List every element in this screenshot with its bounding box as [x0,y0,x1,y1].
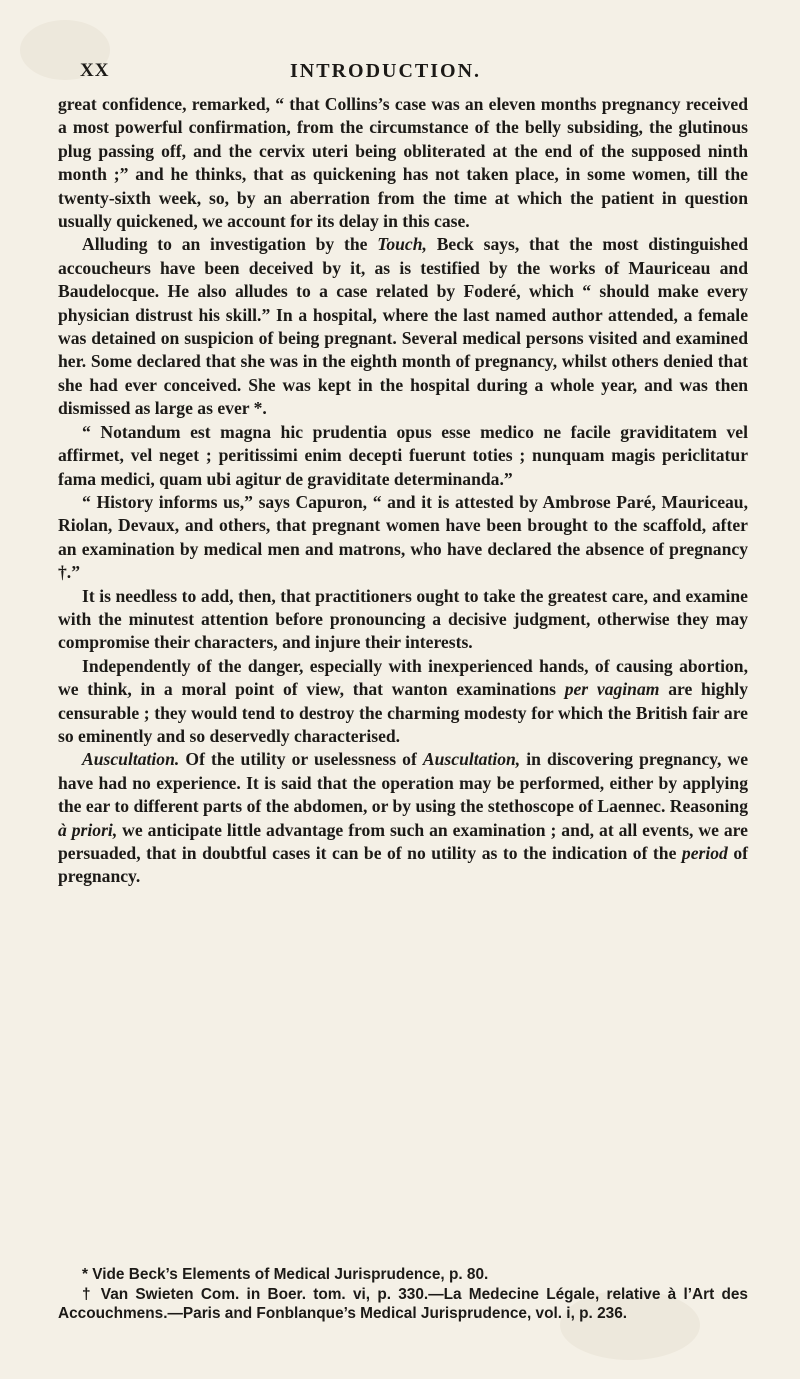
paragraph [58,233,748,420]
paragraph [58,585,748,655]
paragraph-text: in discovering pregnancy, we have had no experience. It is said that the operation may be performed, either by applying the ear to different parts of the abdomen, or by using the stethoscope of Laennec. Reasoning [58,749,749,817]
footnotes [58,1265,748,1324]
italic-text: Auscultation. [82,749,180,770]
paragraph-text: “ History informs us,” says Capuron, “ and it is attested by Ambrose Paré, Mauriceau, Riolan, Devaux, and others, that pregnant women have been brought to the scaffold, after an examination by medical men and matrons, who have declared the absence of pregnancy †.” [58,491,748,583]
italic-text: Touch, [377,234,427,255]
paragraph [58,93,748,233]
paragraph-text: Independently of the danger, especially with inexperienced hands, of causing abortion, we think, in a moral point of view, that wanton examinations [58,655,748,700]
paragraph-text: are highly censurable ; they would tend to destroy the charming modesty for which the British fair are so eminently and so deservedly characterised. [58,679,748,746]
italic-text: period [681,843,728,863]
body-text [58,93,748,889]
page-number: XX [80,60,110,81]
italic-text: Auscultation, [422,749,521,770]
paragraph [58,655,748,749]
footnote: † Van Swieten Com. in Boer. tom. vi, p. 330.—La Medecine Légale, relative à l’Art des Accouchmens.—Paris and Fonblanque’s Medical Jurisprudence, vol. i, p. 236. [58,1285,748,1323]
paragraph-text: great confidence, remarked, “ that Collins’s case was an eleven months pregnancy received a most powerful confirmation, from the circumstance of the belly subsiding, the glutinous plug passing off, and the cervix uteri being obliterated at the end of the supposed ninth month ;” and he thinks, that as quickening has not taken place, in some women, till the twenty-sixth week, so, by an aberration from the time at which the patient in question usually quickened, we account for its delay in this case. [58,94,748,232]
paragraph [58,491,748,585]
paragraph-text: we anticipate little advantage from such an examination ; and, at all events, we are persuaded, that in doubtful cases it can be of no utility as to the indication of the [58,819,748,863]
paragraph-text: “ Notandum est magna hic prudentia opus esse medico ne facile graviditatem vel affirmet, vel neget ; peritissimi enim decepti fuerunt toties ; nunquam magis periclitatur fama medici, quam ubi agitur de graviditate determinanda.” [58,421,748,489]
paragraph-text: of pregnancy. [58,843,749,887]
paragraph [58,421,748,491]
paragraph-text: It is needless to add, then, that practitioners ought to take the greatest care, and examine with the minutest attention before pronouncing a decisive judgment, otherwise they may compromise their characters, and injure their interests. [58,585,748,653]
italic-text: per vaginam [564,679,660,700]
footnote: * Vide Beck’s Elements of Medical Jurisprudence, p. 80. [82,1266,489,1283]
running-head [80,60,670,84]
running-title: INTRODUCTION. [290,60,482,82]
paragraph [58,748,748,888]
italic-text: à priori, [58,819,118,840]
paragraph-text: Alluding to an investigation by the [82,234,378,255]
paragraph-text: Of the utility or uselessness of [179,749,423,770]
paragraph-text: Beck says, that the most distinguished accoucheurs have been deceived by it, as is testified by the works of Mauriceau and Baudelocque. He also alludes to a case related by Foderé, which “ should make every physician distrust his skill.” In a hospital, where the last named author attended, a female was detained on suspicion of being pregnant. Several medical persons visited and examined her. Some declared that she was in the eighth month of pregnancy, whilst others denied that she had ever conceived. She was kept in the hospital during a whole year, and was then dismissed as large as ever *. [58,234,749,419]
